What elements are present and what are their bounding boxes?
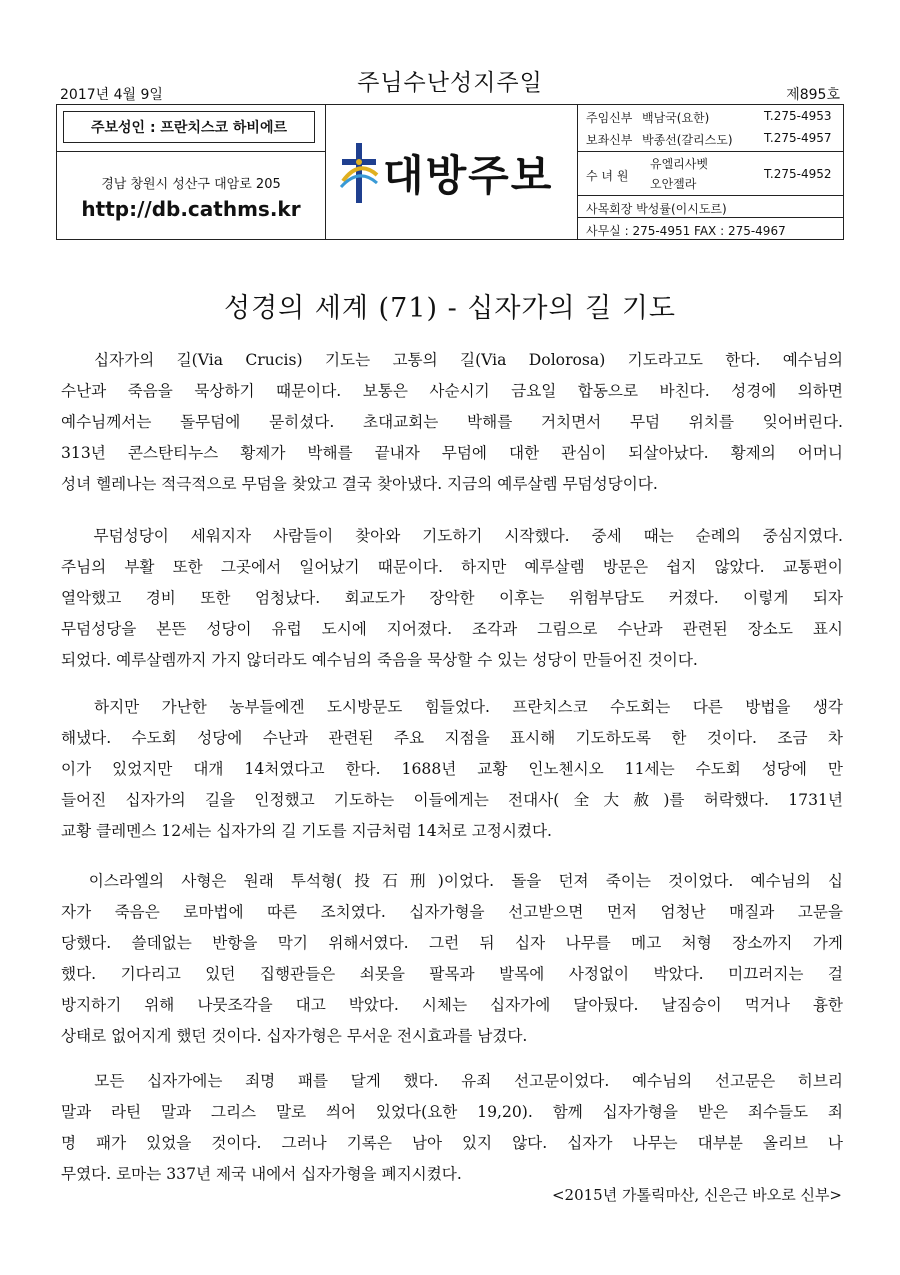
divider [578, 195, 844, 196]
staff-row-sisters [578, 155, 844, 195]
text-line: 이가 있었지만 대개 14처였다고 한다. 1688년 교황 인노첸시오 11세는 수도회 성당에 만 [61, 760, 843, 778]
parish-address: 경남 창원시 성산구 대암로 205 [101, 177, 281, 192]
divider [578, 151, 844, 152]
text-line: 수난과 죽음을 묵상하기 때문이다. 보통은 사순시기 금요일 합동으로 바친다. 성경에 의하면 [61, 382, 843, 400]
text-line: 313년 콘스탄티누스 황제가 박해를 끝내자 무덤에 대한 관심이 되살아났다. 황제의 어머니 [61, 444, 843, 462]
staff-role: 보좌신부 [586, 133, 633, 147]
staff-phone: T.275-4952 [764, 167, 832, 181]
council-president: 사목회장 박성률(이시도르) [586, 202, 727, 216]
staff-directory [577, 105, 844, 239]
masthead [56, 104, 844, 240]
text-line: 주님의 부활 또한 그곳에서 일어났기 때문이다. 하지만 예루살렘 방문은 쉽지 않았다. 교통편이 [61, 558, 843, 576]
parish-website-link[interactable]: http://db.cathms.kr [81, 197, 301, 221]
text-line: 해냈다. 수도회 성당에 수난과 관련된 주요 지점을 표시해 기도하도록 한 것이다. 조금 차 [61, 729, 843, 747]
parish-info-panel [57, 105, 326, 239]
staff-name: 박종선(갈리스도) [642, 133, 733, 147]
text-line: 상태로 없어지게 했던 것이다. 십자가형은 무서운 전시효과를 남겼다. [61, 1027, 528, 1045]
article-paragraph-4 [61, 866, 843, 1052]
text-line: 당했다. 쓸데없는 반항을 막기 위해서였다. 그런 뒤 십자 나무를 메고 처형 장소까지 가게 [61, 934, 843, 952]
text-line: 모든 십자가에는 죄명 패를 달게 했다. 유죄 선고문이었다. 예수님의 선고문은 히브리 [61, 1072, 843, 1090]
staff-name: 오안젤라 [650, 177, 697, 191]
text-line: 되었다. 예루살렘까지 가지 않더라도 예수님의 죽음을 묵상할 수 있는 성당이 만들어진 것이다. [61, 651, 698, 669]
text-line: 자가 죽음은 로마법에 따른 조치였다. 십자가형을 선고받으면 먼저 엄청난 매질과 고문을 [61, 903, 843, 921]
divider [578, 217, 844, 218]
text-line: 교황 클레멘스 12세는 십자가의 길 기도를 지금처럼 14처로 고정시켰다. [61, 822, 553, 840]
article-paragraph-5 [61, 1066, 843, 1190]
article-title: 성경의 세계 (71) - 십자가의 길 기도 [223, 293, 677, 324]
text-line: 무였다. 로마는 337년 제국 내에서 십자가형을 폐지시켰다. [61, 1165, 462, 1183]
issue-number: 제895호 [786, 87, 840, 103]
staff-name: 백남국(요한) [642, 111, 710, 125]
staff-role: 주임신부 [586, 111, 633, 125]
text-line: 무덤성당을 본뜬 성당이 유럽 도시에 지어졌다. 조각과 그림으로 수난과 관련된 장소도 표시 [61, 620, 843, 638]
staff-phone: T.275-4957 [764, 131, 832, 145]
staff-role: 수 녀 원 [586, 169, 629, 183]
cross-icon [337, 141, 381, 205]
text-line: 들어진 십자가의 길을 인정했고 기도하는 이들에게는 전대사(全大赦)를 허락했다. 1731년 [61, 791, 843, 809]
text-line: 이스라엘의 사형은 원래 투석형(投石刑)이었다. 돌을 던져 죽이는 것이었다. 예수님의 십 [61, 872, 843, 890]
text-line: 열악했고 경비 또한 엄청났다. 회교도가 장악한 이후는 위험부담도 커졌다. 이렇게 되자 [61, 589, 843, 607]
article-paragraph-3 [61, 692, 843, 847]
text-line: 성녀 헬레나는 적극적으로 무덤을 찾았고 결국 찾아냈다. 지금의 예루살렘 무덤성당이다. [61, 475, 658, 493]
text-line: 방지하기 위해 나뭇조각을 대고 박았다. 시체는 십자가에 달아뒀다. 날짐승이 먹거나 흉한 [61, 996, 843, 1014]
text-line: 말과 라틴 말과 그리스 말로 씌어 있었다(요한 19,20). 함께 십자가형을 받은 죄수들도 죄 [61, 1103, 843, 1121]
issue-date: 2017년 4월 9일 [60, 87, 163, 103]
divider [57, 151, 325, 152]
article-credit: <2015년 가톨릭마산, 신은근 바오로 신부> [551, 1186, 842, 1204]
staff-phone: T.275-4953 [764, 109, 832, 123]
article-paragraph-1 [61, 345, 843, 500]
text-line: 십자가의 길(Via Crucis) 기도는 고통의 길(Via Dolorosa) 기도라고도 한다. 예수님의 [61, 351, 843, 369]
liturgical-day-title: 주님수난성지주일 [357, 70, 543, 96]
text-line: 명 패가 있었을 것이다. 그러나 기록은 남아 있지 않다. 십자가 나무는 대부분 올리브 나 [61, 1134, 843, 1152]
text-line: 했다. 기다리고 있던 집행관들은 쇠못을 팔목과 발목에 사정없이 박았다. 미끄러지는 걸 [61, 965, 843, 983]
article-paragraph-2 [61, 521, 843, 676]
staff-name: 유엘리사벳 [650, 157, 708, 171]
bulletin-name: 대방주보 [383, 151, 554, 200]
bulletin-logo [325, 105, 577, 239]
text-line: 무덤성당이 세워지자 사람들이 찾아와 기도하기 시작했다. 중세 때는 순례의 중심지였다. [61, 527, 843, 545]
text-line: 하지만 가난한 농부들에겐 도시방문도 힘들었다. 프란치스코 수도회는 다른 방법을 생각 [61, 698, 843, 716]
text-line: 예수님께서는 돌무덤에 묻히셨다. 초대교회는 박해를 거치면서 무덤 위치를 잊어버린다. [61, 413, 843, 431]
patron-saint: 주보성인 : 프란치스코 하비에르 [63, 111, 315, 143]
office-contact: 사무실 : 275-4951 FAX : 275-4967 [586, 224, 786, 238]
